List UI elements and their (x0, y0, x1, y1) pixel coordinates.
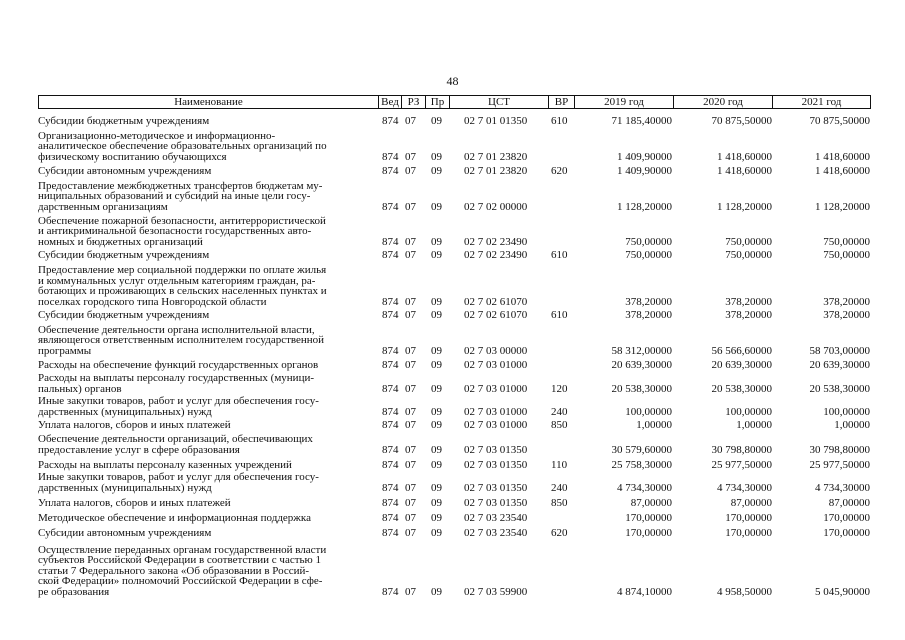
cell-rz: 07 (405, 585, 416, 598)
header-2019: 2019 год (575, 96, 674, 108)
row-name: Организационно-методическое и информационно- аналитическое обеспечение образовательных организаций по физическому воспитанию обучающихся (38, 129, 327, 163)
cell-y2020: 1 418,60000 (717, 150, 772, 163)
cell-pr: 09 (431, 481, 442, 494)
cell-ved: 874 (382, 511, 399, 524)
cell-pr: 09 (431, 358, 442, 371)
cell-rz: 07 (405, 295, 416, 308)
cell-cst: 02 7 03 01000 (464, 358, 528, 371)
cell-ved: 874 (382, 114, 399, 127)
cell-y2019: 100,00000 (625, 405, 672, 418)
cell-ved: 874 (382, 526, 399, 539)
header-rz: РЗ (402, 96, 426, 108)
cell-pr: 09 (431, 248, 442, 261)
cell-rz: 07 (405, 358, 416, 371)
cell-rz: 07 (405, 235, 416, 248)
cell-vr: 620 (551, 164, 568, 177)
cell-y2019: 170,00000 (625, 511, 672, 524)
cell-y2020: 30 798,80000 (711, 443, 772, 456)
cell-ved: 874 (382, 481, 399, 494)
header-2021: 2021 год (801, 96, 842, 108)
cell-vr: 620 (551, 526, 568, 539)
cell-rz: 07 (405, 344, 416, 357)
cell-cst: 02 7 02 23490 (464, 235, 528, 248)
cell-y2019: 87,00000 (630, 496, 672, 509)
cell-y2021: 750,00000 (823, 248, 870, 261)
cell-y2020: 750,00000 (725, 248, 772, 261)
cell-rz: 07 (405, 418, 416, 431)
cell-cst: 02 7 01 23820 (464, 150, 528, 163)
cell-pr: 09 (431, 526, 442, 539)
cell-y2020: 70 875,50000 (711, 114, 772, 127)
cell-cst: 02 7 03 23540 (464, 511, 528, 524)
row-name: Расходы на обеспечение функций государственных органов (38, 358, 319, 371)
cell-pr: 09 (431, 344, 442, 357)
cell-y2019: 750,00000 (625, 248, 672, 261)
cell-y2019: 20 639,30000 (611, 358, 672, 371)
cell-pr: 09 (431, 382, 442, 395)
cell-y2021: 30 798,80000 (809, 443, 870, 456)
cell-rz: 07 (405, 308, 416, 321)
cell-ved: 874 (382, 150, 399, 163)
cell-y2020: 87,00000 (730, 496, 772, 509)
cell-cst: 02 7 03 01350 (464, 481, 528, 494)
cell-y2021: 170,00000 (823, 511, 870, 524)
cell-pr: 09 (431, 295, 442, 308)
cell-ved: 874 (382, 235, 399, 248)
cell-ved: 874 (382, 308, 399, 321)
cell-ved: 874 (382, 585, 399, 598)
cell-cst: 02 7 02 00000 (464, 200, 528, 213)
cell-cst: 02 7 03 01000 (464, 418, 528, 431)
row-name: Иные закупки товаров, работ и услуг для обеспечения госу- дарственных (муниципальных) нужд (38, 395, 319, 418)
cell-rz: 07 (405, 526, 416, 539)
cell-ved: 874 (382, 164, 399, 177)
cell-rz: 07 (405, 248, 416, 261)
cell-y2020: 170,00000 (725, 526, 772, 539)
cell-y2021: 70 875,50000 (809, 114, 870, 127)
cell-ved: 874 (382, 443, 399, 456)
cell-pr: 09 (431, 405, 442, 418)
cell-cst: 02 7 02 23490 (464, 248, 528, 261)
cell-y2019: 1 409,90000 (617, 164, 672, 177)
cell-cst: 02 7 03 01350 (464, 496, 528, 509)
header-cst: ЦСТ (450, 96, 549, 108)
cell-y2021: 378,20000 (823, 308, 870, 321)
cell-cst: 02 7 03 00000 (464, 344, 528, 357)
cell-y2021: 170,00000 (823, 526, 870, 539)
cell-pr: 09 (431, 511, 442, 524)
cell-y2021: 750,00000 (823, 235, 870, 248)
cell-y2019: 378,20000 (625, 308, 672, 321)
cell-vr: 610 (551, 114, 568, 127)
cell-pr: 09 (431, 150, 442, 163)
cell-pr: 09 (431, 235, 442, 248)
header-vr: ВР (549, 96, 575, 108)
cell-rz: 07 (405, 200, 416, 213)
cell-y2020: 1 418,60000 (717, 164, 772, 177)
row-name: Субсидии бюджетным учреждениям (38, 248, 210, 261)
cell-pr: 09 (431, 164, 442, 177)
cell-pr: 09 (431, 458, 442, 471)
cell-ved: 874 (382, 382, 399, 395)
row-name: Субсидии бюджетным учреждениям (38, 114, 210, 127)
row-name: Обеспечение пожарной безопасности, антитеррористической и антикриминальной безопасности государственных авто- номных и бюджетных организаций (38, 214, 326, 248)
cell-y2020: 100,00000 (725, 405, 772, 418)
cell-ved: 874 (382, 496, 399, 509)
cell-cst: 02 7 03 23540 (464, 526, 528, 539)
cell-cst: 02 7 03 01000 (464, 405, 528, 418)
row-name: Субсидии автономным учреждениям (38, 526, 212, 539)
cell-y2020: 25 977,50000 (711, 458, 772, 471)
cell-y2020: 1,00000 (736, 418, 772, 431)
cell-pr: 09 (431, 200, 442, 213)
cell-rz: 07 (405, 382, 416, 395)
cell-y2019: 71 185,40000 (611, 114, 672, 127)
cell-y2020: 20 639,30000 (711, 358, 772, 371)
cell-y2020: 4 734,30000 (717, 481, 772, 494)
cell-y2019: 20 538,30000 (611, 382, 672, 395)
cell-y2021: 5 045,90000 (815, 585, 870, 598)
cell-pr: 09 (431, 418, 442, 431)
cell-y2020: 378,20000 (725, 295, 772, 308)
cell-y2021: 100,00000 (823, 405, 870, 418)
page-number: 48 (446, 74, 459, 88)
row-name: Обеспечение деятельности органа исполнительной власти, являющегося ответственным исполнителем государственной программы (38, 323, 325, 357)
cell-y2021: 1,00000 (834, 418, 870, 431)
row-name: Уплата налогов, сборов и иных платежей (38, 496, 231, 509)
cell-vr: 120 (551, 382, 568, 395)
cell-vr: 610 (551, 308, 568, 321)
cell-y2021: 87,00000 (828, 496, 870, 509)
row-name: Субсидии автономным учреждениям (38, 164, 212, 177)
cell-y2020: 378,20000 (725, 308, 772, 321)
cell-y2021: 4 734,30000 (815, 481, 870, 494)
cell-pr: 09 (431, 496, 442, 509)
cell-vr: 610 (551, 248, 568, 261)
row-name: Методическое обеспечение и информационная поддержка (38, 511, 311, 524)
cell-ved: 874 (382, 358, 399, 371)
cell-vr: 240 (551, 481, 568, 494)
row-name: Предоставление межбюджетных трансфертов бюджетам му- ниципальных образований и субсидий на иные цели госу- дарственным организациям (38, 179, 323, 213)
cell-pr: 09 (431, 114, 442, 127)
cell-y2021: 1 418,60000 (815, 150, 870, 163)
cell-y2019: 30 579,60000 (611, 443, 672, 456)
cell-y2019: 1 128,20000 (617, 200, 672, 213)
cell-vr: 850 (551, 496, 568, 509)
cell-vr: 850 (551, 418, 568, 431)
cell-y2019: 1 409,90000 (617, 150, 672, 163)
cell-pr: 09 (431, 585, 442, 598)
cell-cst: 02 7 02 61070 (464, 308, 528, 321)
cell-ved: 874 (382, 200, 399, 213)
header-pr: Пр (426, 96, 450, 108)
cell-y2020: 750,00000 (725, 235, 772, 248)
cell-rz: 07 (405, 405, 416, 418)
cell-ved: 874 (382, 418, 399, 431)
cell-ved: 874 (382, 458, 399, 471)
cell-y2019: 750,00000 (625, 235, 672, 248)
cell-y2020: 20 538,30000 (711, 382, 772, 395)
cell-rz: 07 (405, 511, 416, 524)
cell-cst: 02 7 03 01350 (464, 458, 528, 471)
row-name: Субсидии бюджетным учреждениям (38, 308, 210, 321)
cell-rz: 07 (405, 164, 416, 177)
row-name: Осуществление переданных органам государственной власти субъектов Российской Федерации в соответствии с частью 1 статьи 7 Федерального закона «Об образовании в Россий- ской Федерации» полномочий Российской Федерации в сфе- ре образования (38, 543, 327, 598)
cell-y2021: 378,20000 (823, 295, 870, 308)
cell-vr: 240 (551, 405, 568, 418)
cell-cst: 02 7 03 01000 (464, 382, 528, 395)
cell-rz: 07 (405, 481, 416, 494)
cell-y2021: 58 703,00000 (809, 344, 870, 357)
row-name: Обеспечение деятельности организаций, обеспечивающих предоставление услуг в сфере образования (38, 433, 313, 456)
cell-ved: 874 (382, 405, 399, 418)
cell-ved: 874 (382, 295, 399, 308)
cell-cst: 02 7 01 01350 (464, 114, 528, 127)
row-name: Расходы на выплаты персоналу казенных учреждений (38, 458, 292, 471)
cell-y2020: 56 566,60000 (711, 344, 772, 357)
cell-rz: 07 (405, 114, 416, 127)
header-name: Наименование (39, 96, 379, 108)
cell-y2020: 170,00000 (725, 511, 772, 524)
cell-y2021: 20 538,30000 (809, 382, 870, 395)
cell-cst: 02 7 03 59900 (464, 585, 528, 598)
row-name: Уплата налогов, сборов и иных платежей (38, 418, 231, 431)
cell-ved: 874 (382, 248, 399, 261)
cell-y2019: 58 312,00000 (611, 344, 672, 357)
cell-cst: 02 7 02 61070 (464, 295, 528, 308)
cell-rz: 07 (405, 150, 416, 163)
cell-y2019: 25 758,30000 (611, 458, 672, 471)
cell-y2021: 20 639,30000 (809, 358, 870, 371)
cell-cst: 02 7 01 23820 (464, 164, 528, 177)
cell-y2021: 25 977,50000 (809, 458, 870, 471)
cell-y2019: 4 874,10000 (617, 585, 672, 598)
cell-rz: 07 (405, 458, 416, 471)
cell-y2020: 4 958,50000 (717, 585, 772, 598)
cell-rz: 07 (405, 443, 416, 456)
cell-rz: 07 (405, 496, 416, 509)
cell-ved: 874 (382, 344, 399, 357)
cell-y2021: 1 418,60000 (815, 164, 870, 177)
cell-cst: 02 7 03 01350 (464, 443, 528, 456)
cell-y2021: 1 128,20000 (815, 200, 870, 213)
row-name: Предоставление мер социальной поддержки по оплате жилья и коммунальных услуг отдельным категориям граждан, ра- ботающих и проживающих в сельских населенных пунктах и поселках городского типа Новгородской области (38, 264, 327, 308)
cell-y2019: 170,00000 (625, 526, 672, 539)
cell-y2019: 1,00000 (636, 418, 672, 431)
cell-y2020: 1 128,20000 (717, 200, 772, 213)
cell-pr: 09 (431, 443, 442, 456)
header-2020: 2020 год (674, 96, 773, 108)
cell-y2019: 4 734,30000 (617, 481, 672, 494)
cell-vr: 110 (551, 458, 568, 471)
cell-y2019: 378,20000 (625, 295, 672, 308)
header-ved: Вед (379, 96, 402, 108)
row-name: Расходы на выплаты персоналу государственных (муници- пальных) органов (38, 372, 315, 395)
cell-pr: 09 (431, 308, 442, 321)
row-name: Иные закупки товаров, работ и услуг для обеспечения госу- дарственных (муниципальных) нужд (38, 471, 319, 494)
